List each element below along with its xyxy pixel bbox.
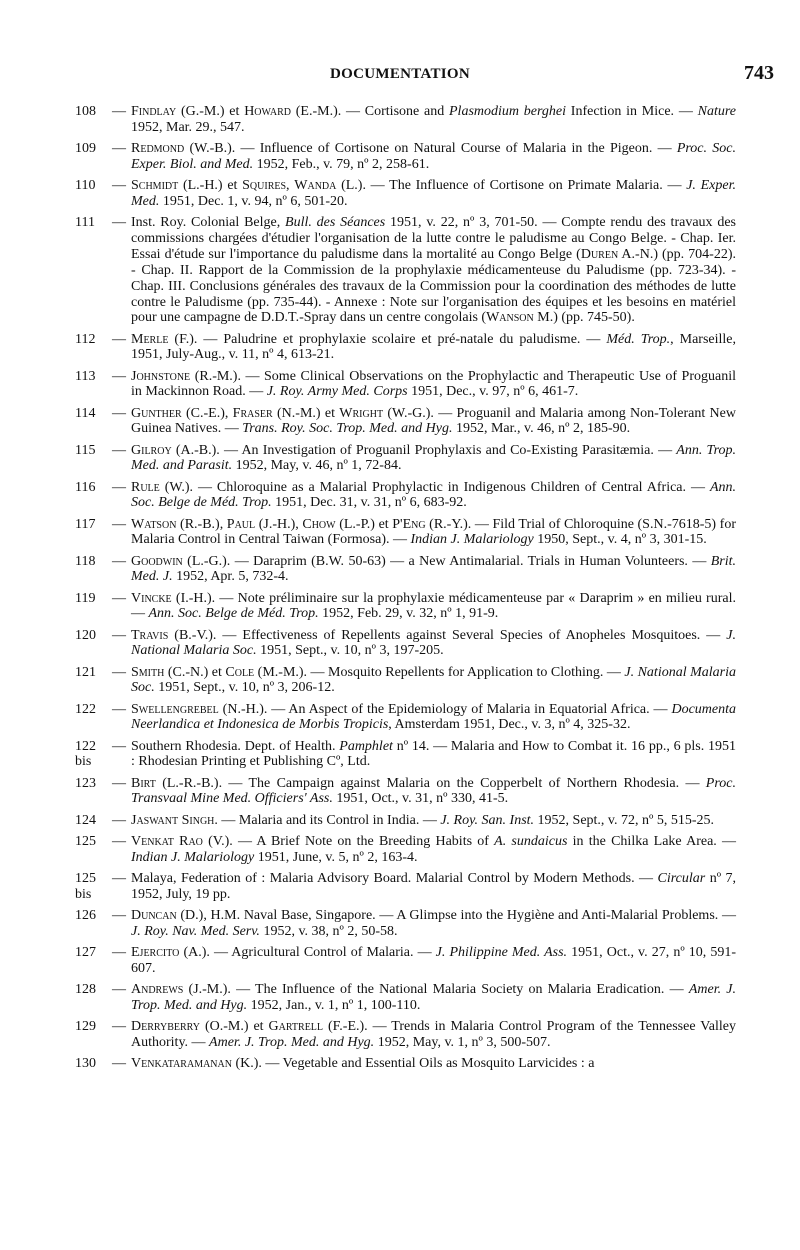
entry-dash: — — [112, 405, 126, 421]
entry-text-run: Infection in Mice. — — [566, 104, 698, 119]
bibliography-entry — [72, 591, 736, 623]
entry-dash: — — [112, 627, 126, 643]
author-name: Merle — [131, 331, 169, 347]
entry-number: 129 — [75, 1018, 96, 1034]
entry-dash: — — [112, 178, 126, 193]
entry-number: 117 — [75, 516, 96, 532]
entry-dash: — — [112, 331, 126, 347]
italic-title: Amer. J. Trop. Med. and Hyg. — [131, 981, 736, 1013]
entry-dash: — — [112, 590, 126, 606]
bibliography-entry — [72, 908, 736, 940]
entry-text-run: (D.), H.M. Naval Base, Singapore. — A Glimpse into the Hygiène and Anti-Malarial Problems. — — [176, 907, 736, 923]
entry-number: 130 — [75, 1055, 96, 1071]
italic-title: Méd. Trop. — [606, 331, 671, 347]
entry-text — [131, 141, 736, 173]
author-name: Watson — [131, 516, 177, 532]
entry-text-run: (N.-H.). — An Aspect of the Epidemiology of Malaria in Equatorial Africa. — — [218, 701, 672, 717]
entry-text-run: 1952, v. 38, nº 2, 50-58. — [259, 923, 398, 939]
entry-text-run: 1952, Apr. 5, 732-4. — [172, 569, 289, 585]
author-name: Johnstone — [131, 368, 191, 384]
author-name: Ejercito — [131, 944, 180, 960]
bibliography-entry — [72, 739, 736, 771]
bibliography-entry — [72, 945, 736, 977]
entry-text-run: . — Malaria and its Control in India. — — [214, 812, 441, 828]
entry-text-run: (L.). — The Influence of Cortisone on Primate Malaria. — — [336, 178, 687, 193]
italic-title: A. sundaicus — [494, 833, 568, 849]
entry-text-run: (R.-B.), — [176, 516, 227, 532]
entry-text-run: nº 7, 1952, July, 19 pp. — [131, 870, 736, 902]
entry-text-run: 1952, Feb. 29, v. 32, nº 1, 91-9. — [318, 606, 499, 622]
entry-text-run: 1952, Sept., v. 72, nº 5, 515-25. — [534, 812, 715, 828]
entry-dash: — — [112, 368, 126, 384]
author-name: Duncan — [131, 907, 177, 923]
entry-dash: — — [112, 775, 126, 791]
entry-dash: — — [112, 664, 126, 680]
entry-number: 111 — [75, 215, 95, 230]
bibliography-entry — [72, 628, 736, 660]
bibliography-entry — [72, 834, 736, 866]
entry-text — [131, 702, 736, 734]
bibliography-entry — [72, 776, 736, 808]
entry-text — [131, 1019, 736, 1051]
entry-text — [131, 1056, 736, 1072]
author-name: Wright — [339, 405, 384, 421]
entry-text-run: M.) (pp. 745-50). — [533, 310, 635, 326]
author-name: Venkataramanan — [131, 1055, 232, 1071]
entry-text-run: (N.-M.) et — [272, 405, 340, 421]
italic-title: Ann. Trop. Med. and Parasit. — [131, 442, 736, 474]
entry-text-run: (A.-B.). — An Investigation of Proguanil Prophylaxis and Co-Existing Parasitæmia. — — [171, 442, 677, 458]
entry-dash: — — [112, 812, 126, 828]
entry-number: 116 — [75, 479, 96, 495]
entry-text — [131, 739, 736, 771]
entry-text-run: (G.-M.) et — [176, 104, 245, 119]
bibliography-entry — [72, 406, 736, 438]
entry-text-run: (F.). — Paludrine et prophylaxie scolaire et pré-natale du paludisme. — — [168, 331, 607, 347]
entry-dash: — — [112, 701, 126, 717]
entry-text-run: , — [286, 178, 295, 193]
bibliography-entry — [72, 517, 736, 549]
entry-text-run: 1951, June, v. 5, nº 2, 163-4. — [254, 849, 418, 865]
entry-number: 122 — [75, 701, 96, 717]
italic-title: Bull. des Séances — [285, 215, 386, 230]
entry-text-run: 1951, v. 22, nº 3, 701-50. — Compte rendu des travaux des commissions chargées d'étudier l'organisation de la lutte contre le paludisme au Congo Belge. - Chap. Ier. Essai d'étude sur l'importance du paludisme dans la mortalité au Congo Belge ( — [131, 215, 736, 262]
entry-text-run: 1951, Sept., v. 10, nº 3, 206-12. — [154, 680, 335, 696]
entry-number: 108 — [75, 104, 96, 119]
section-title: DOCUMENTATION — [330, 66, 471, 82]
entry-text — [131, 982, 736, 1014]
entry-text — [131, 480, 736, 512]
entry-dash: — — [112, 104, 126, 119]
entry-text-run: (R.-M.). — Some Clinical Observations on the Prophylactic and Therapeutic Use of Proguanil in Mackinnon Road. — — [131, 368, 736, 400]
bibliography-entry — [72, 702, 736, 734]
entry-dash: — — [112, 870, 126, 886]
entry-number: 110 — [75, 178, 96, 193]
entry-number: 115 — [75, 442, 96, 458]
bibliography-entry — [72, 480, 736, 512]
entry-text-run: 1951, Sept., v. 10, nº 3, 197-205. — [256, 643, 444, 659]
entry-text-run: 1951, Dec. 1, v. 94, nº 6, 501-20. — [159, 193, 348, 209]
italic-title: Proc. Soc. Exper. Biol. and Med. — [131, 141, 736, 172]
entry-number: 121 — [75, 664, 96, 680]
entry-text — [131, 443, 736, 475]
entry-number: 120 — [75, 627, 96, 643]
entry-text-run: (O.-M.) et — [200, 1018, 269, 1034]
author-name: Venkat Rao — [131, 833, 203, 849]
entry-text-run: , Marseille, 1951, July-Aug., v. 11, nº 4, 613-21. — [131, 331, 736, 363]
italic-title: Proc. Transvaal Mine Med. Officiers' Ass. — [131, 775, 736, 807]
entry-text — [131, 945, 736, 977]
entry-text-run: A.-N.) (pp. 704-22). - Chap. II. Rapport de la Commission de la prophylaxie médicamenteuse du Paludisme (pp. 723-34). - Chap. III. Conclusions générales des travaux de la Commission pour la coordination des méthodes de lutte contre le Paludisme (pp. 735-44). - Annexe : Note sur l'organisation des équipes et les besoins en matériel pour une campagne de D.D.T.-Spray dans un centre congolais ( — [131, 246, 737, 326]
entry-text — [131, 665, 736, 697]
entry-text-run: (W.-B.). — Influence of Cortisone on Natural Course of Malaria in the Pigeon. — — [184, 141, 677, 156]
italic-title: J. Exper. Med. — [131, 178, 736, 209]
page-header — [0, 62, 800, 92]
italic-title: Indian J. Malariology — [131, 849, 255, 865]
entry-text-run: (J.-M.). — The Influence of the National Malaria Society on Malaria Eradication. — — [183, 981, 689, 997]
author-name: Squires — [242, 178, 287, 193]
author-name: Gunther — [131, 405, 182, 421]
entry-dash: — — [112, 516, 126, 532]
entry-text-run: (E.-M.). — Cortisone and — [290, 104, 449, 119]
entry-text-run: (R.-Y.). — Fild Trial of Chloroquine (S.N.-7618-5) for Malaria Control in Central Taiwan (Formosa). — — [131, 516, 736, 548]
bibliography-entry — [72, 665, 736, 697]
entry-text-run: (W.). — Chloroquine as a Malarial Prophylactic in Indigenous Children of Central Africa. — — [159, 479, 710, 495]
entry-dash: — — [112, 907, 126, 923]
entry-dash: — — [112, 141, 126, 156]
entry-text-run: 1951, Dec., v. 97, nº 6, 461-7. — [407, 384, 579, 400]
author-name: Findlay — [131, 104, 177, 119]
author-name: Travis — [131, 627, 169, 643]
entry-text-run: (A.). — Agricultural Control of Malaria. — — [179, 944, 436, 960]
author-name: Vincke — [131, 590, 172, 606]
author-name: P'Eng — [392, 516, 426, 532]
italic-title: Nature — [697, 104, 736, 119]
entry-text-run: (L.-P.) et — [335, 516, 393, 532]
author-name: Chow — [302, 516, 336, 532]
entry-text-run: 1950, Sept., v. 4, nº 3, 301-15. — [533, 532, 707, 548]
author-name: Rule — [131, 479, 160, 495]
entry-dash: — — [112, 442, 126, 458]
bibliography-entry — [72, 104, 736, 136]
bibliography-entry — [72, 443, 736, 475]
author-name: Redmond — [131, 141, 185, 156]
author-name: Gilroy — [131, 442, 172, 458]
entry-text-run: (V.). — A Brief Note on the Breeding Habits of — [202, 833, 495, 849]
entry-number: 126 — [75, 907, 96, 923]
entry-text-run: 1952, May, v. 46, nº 1, 72-84. — [232, 458, 402, 474]
italic-title: Documenta Neerlandica et Indonesica de Morbis Tropicis — [131, 701, 736, 733]
entry-text-run: (L.-H.) et — [178, 178, 243, 193]
entry-number: 125 — [75, 833, 96, 849]
entry-dash: — — [112, 981, 126, 997]
entry-number: 113 — [75, 368, 96, 384]
entry-dash: — — [112, 1055, 126, 1071]
author-name: Swellengrebel — [131, 701, 219, 717]
entry-text-run: Malaya, Federation of : Malaria Advisory Board. Malarial Control by Modern Methods. — — [131, 870, 658, 886]
entry-text-run: (B.-V.). — Effectiveness of Repellents against Several Species of Anopheles Mosquitoes. — — [168, 627, 727, 643]
italic-title: J. Roy. Nav. Med. Serv. — [131, 923, 260, 939]
bibliography-entry — [72, 332, 736, 364]
author-name: Goodwin — [131, 553, 183, 569]
entry-text-run: (C.-N.) et — [164, 664, 226, 680]
author-name: Derryberry — [131, 1018, 201, 1034]
author-name: Andrews — [131, 981, 184, 997]
entry-text-run: (L.-G.). — Daraprim (B.W. 50-63) — a New Antimalarial. Trials in Human Volunteers. — — [182, 553, 711, 569]
bibliography-list — [72, 104, 736, 1077]
entry-number: 128 — [75, 981, 96, 997]
italic-title: J. Roy. Army Med. Corps — [266, 384, 408, 400]
author-name: Wanson — [486, 310, 534, 326]
italic-title: J. Roy. San. Inst. — [440, 812, 535, 828]
author-name: Jaswant Singh — [131, 812, 215, 828]
entry-text-run: (K.). — Vegetable and Essential Oils as Mosquito Larvicides : a — [231, 1055, 595, 1071]
author-name: Smith — [131, 664, 165, 680]
entry-text-run: Inst. Roy. Colonial Belge, — [131, 215, 286, 230]
entry-text-run: 1952, Mar., v. 46, nº 2, 185-90. — [452, 421, 631, 437]
italic-title: Plasmodium berghei — [449, 104, 567, 119]
author-name: Gartrell — [268, 1018, 324, 1034]
entry-number: 125 bis — [75, 870, 96, 902]
author-name: Birt — [131, 775, 156, 791]
author-name: Wanda — [294, 178, 337, 193]
entry-text — [131, 813, 736, 829]
bibliography-entry — [72, 982, 736, 1014]
entry-text-run: 1952, Mar. 29., 547. — [131, 119, 245, 135]
entry-text — [131, 369, 736, 401]
italic-title: Indian J. Malariology — [410, 532, 534, 548]
bibliography-entry — [72, 813, 736, 829]
entry-text-run: Southern Rhodesia. Dept. of Health. — [131, 738, 340, 754]
entry-text — [131, 871, 736, 903]
author-name: Cole — [225, 664, 255, 680]
entry-dash: — — [112, 833, 126, 849]
entry-text — [131, 215, 736, 326]
italic-title: Amer. J. Trop. Med. and Hyg. — [209, 1034, 375, 1050]
entry-number: 118 — [75, 553, 96, 569]
entry-dash: — — [112, 479, 126, 495]
entry-text — [131, 591, 736, 623]
entry-text — [131, 332, 736, 364]
entry-dash: — — [112, 738, 126, 754]
entry-text-run: (F.-E.). — Trends in Malaria Control Program of the Tennessee Valley Authority. — — [131, 1018, 736, 1050]
author-name: Duren — [580, 246, 619, 262]
entry-text-run: 1952, Feb., v. 79, nº 2, 258-61. — [253, 156, 430, 172]
entry-number: 114 — [75, 405, 96, 421]
entry-text — [131, 834, 736, 866]
entry-number: 122 bis — [75, 738, 96, 770]
italic-title: Ann. Soc. Belge de Méd. Trop. — [148, 606, 319, 622]
author-name: Fraser — [232, 405, 273, 421]
entry-text-run: (J.-H.), — [255, 516, 303, 532]
entry-dash: — — [112, 553, 126, 569]
entry-text-run: (I.-H.). — Note préliminaire sur la prophylaxie médicamenteuse par « Daraprim » en milieu rural. — — [131, 590, 736, 622]
entry-text-run: (M.-M.). — Mosquito Repellents for Application to Clothing. — — [254, 664, 625, 680]
entry-text — [131, 554, 736, 586]
entry-number: 119 — [75, 590, 96, 606]
entry-text — [131, 104, 736, 136]
entry-text — [131, 178, 736, 210]
author-name: Paul — [226, 516, 256, 532]
entry-dash: — — [112, 944, 126, 960]
author-name: Howard — [244, 104, 291, 119]
entry-text-run: 1952, Jan., v. 1, nº 1, 100-110. — [247, 997, 421, 1013]
entry-text — [131, 517, 736, 549]
italic-title: J. Philippine Med. Ass. — [435, 944, 568, 960]
entry-number: 123 — [75, 775, 96, 791]
italic-title: Ann. Soc. Belge de Méd. Trop. — [131, 479, 736, 511]
entry-text — [131, 908, 736, 940]
entry-number: 112 — [75, 331, 96, 347]
entry-text — [131, 628, 736, 660]
entry-text-run: (C.-E.), — [181, 405, 233, 421]
entry-text-run: (W.-G.). — Proguanil and Malaria among Non-Tolerant New Guinea Natives. — — [131, 405, 736, 437]
page-number: 743 — [744, 62, 774, 84]
entry-dash: — — [112, 1018, 126, 1034]
author-name: Schmidt — [131, 178, 179, 193]
entry-text-run: 1952, May, v. 1, nº 3, 500-507. — [374, 1034, 551, 1050]
bibliography-entry — [72, 1019, 736, 1051]
bibliography-entry — [72, 1056, 736, 1072]
entry-text-run: 1951, Dec. 31, v. 31, nº 6, 683-92. — [271, 495, 467, 511]
entry-text-run: in the Chilka Lake Area. — — [567, 833, 737, 849]
bibliography-entry — [72, 215, 736, 326]
bibliography-entry — [72, 369, 736, 401]
entry-number: 124 — [75, 812, 96, 828]
entry-text-run: , Amsterdam 1951, Dec., v. 3, nº 4, 325-32. — [388, 717, 631, 733]
entry-number: 127 — [75, 944, 96, 960]
bibliography-entry — [72, 554, 736, 586]
entry-text — [131, 776, 736, 808]
entry-text-run: nº 14. — Malaria and How to Combat it. 16 pp., 6 pls. 1951 : Rhodesian Printing et Publishing Cº, Ltd. — [131, 738, 736, 770]
italic-title: J. National Malaria Soc. — [131, 627, 736, 659]
italic-title: Brit. Med. J. — [131, 553, 736, 585]
bibliography-entry — [72, 178, 736, 210]
bibliography-entry — [72, 141, 736, 173]
italic-title: Pamphlet — [339, 738, 393, 754]
entry-number: 109 — [75, 141, 96, 156]
entry-text-run: (L.-R.-B.). — The Campaign against Malaria on the Copperbelt of Northern Rhodesia. — — [155, 775, 706, 791]
entry-text-run: 1951, Oct., v. 31, nº 330, 41-5. — [332, 791, 509, 807]
entry-text — [131, 406, 736, 438]
italic-title: Trans. Roy. Soc. Trop. Med. and Hyg. — [242, 421, 453, 437]
entry-text-run: 1951, Oct., v. 27, nº 10, 591-607. — [131, 944, 737, 976]
italic-title: Circular — [657, 870, 706, 886]
bibliography-entry — [72, 871, 736, 903]
entry-dash: — — [112, 215, 126, 230]
italic-title: J. National Malaria Soc. — [131, 664, 736, 696]
